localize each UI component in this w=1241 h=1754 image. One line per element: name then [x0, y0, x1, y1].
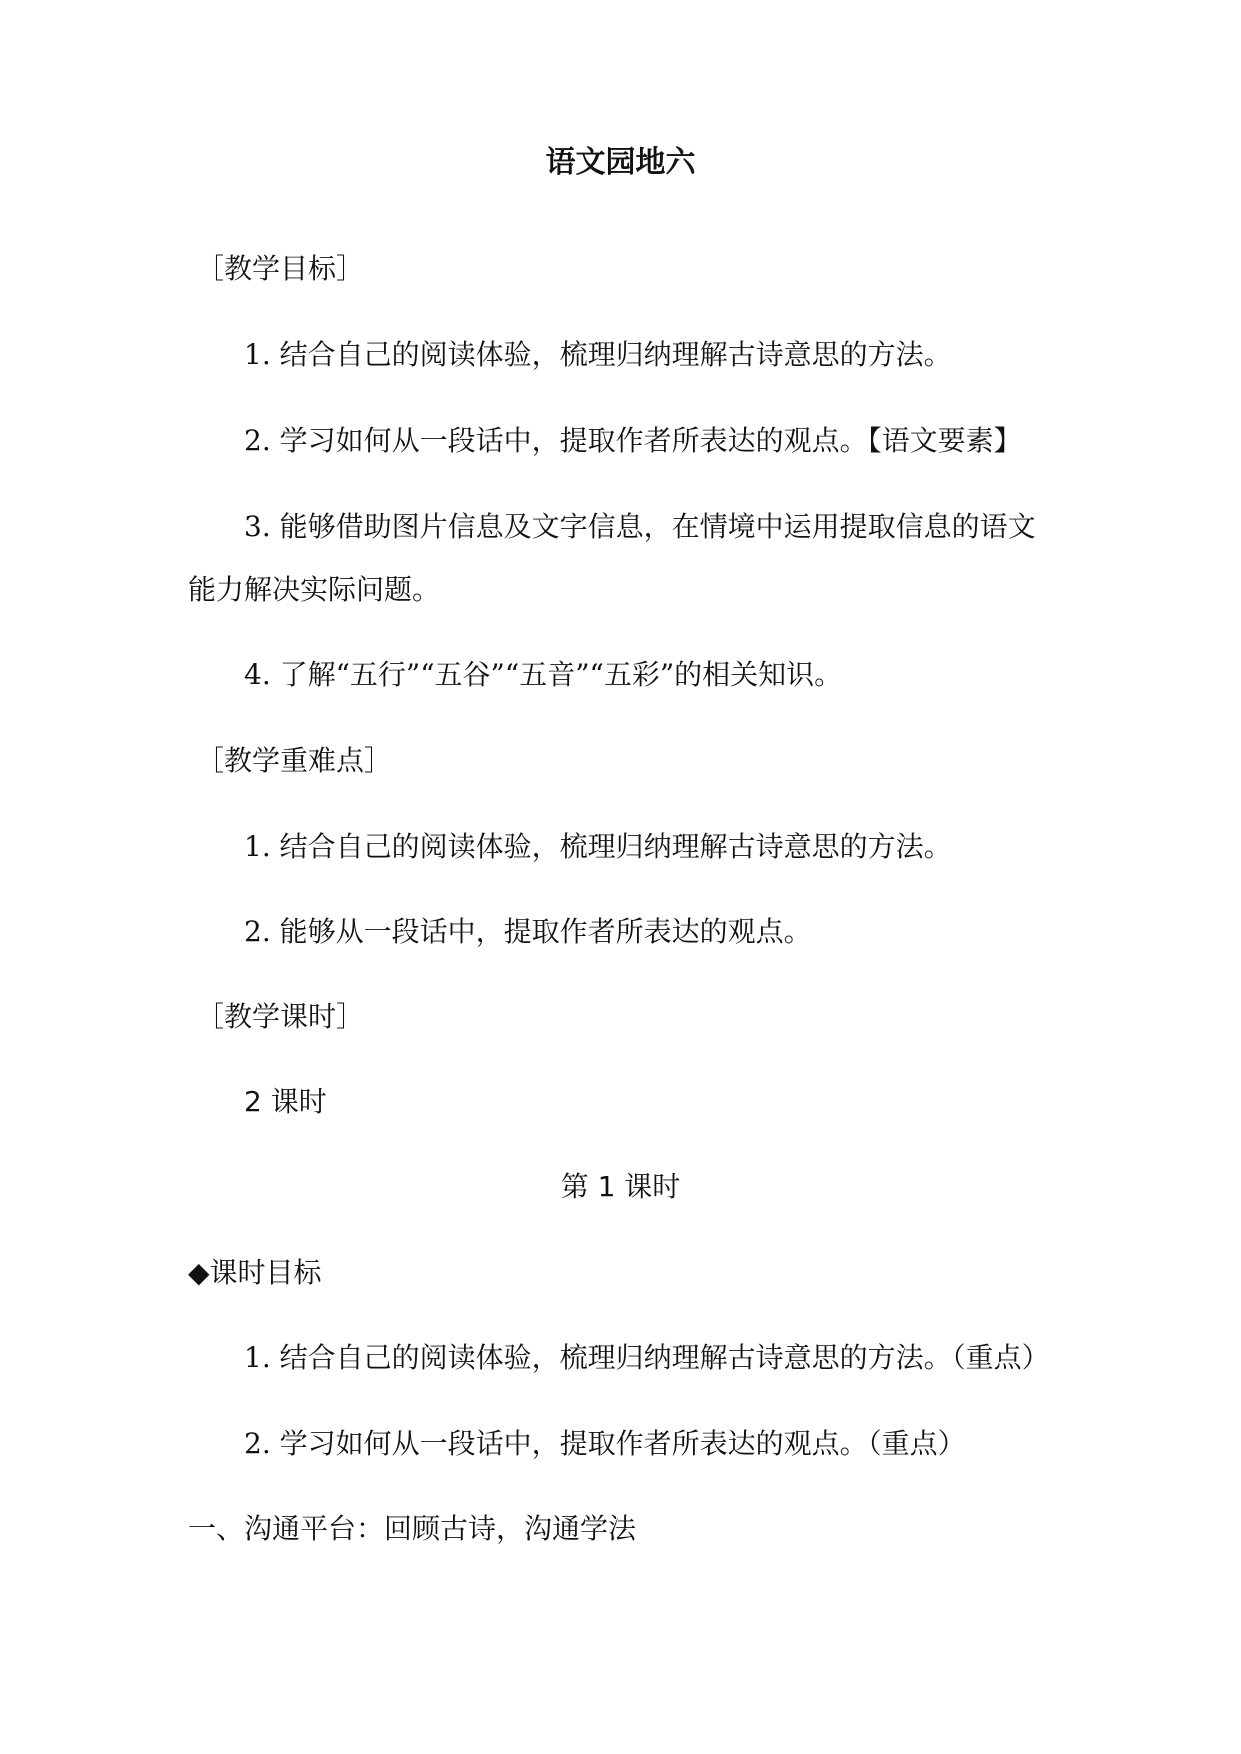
page-title: 语文园地六: [545, 145, 696, 180]
objective-item: 1. 结合自己的阅读体验，梳理归纳理解古诗意思的方法。: [244, 338, 952, 371]
key-point-item: 2. 能够从一段话中，提取作者所表达的观点。: [244, 915, 812, 948]
objective-item: 2. 学习如何从一段话中，提取作者所表达的观点。【语文要素】: [244, 424, 1022, 457]
lesson-goal-item: 1. 结合自己的阅读体验，梳理归纳理解古诗意思的方法。（重点）: [244, 1341, 1050, 1374]
periods-value: 2 课时: [244, 1085, 327, 1118]
key-point-item: 1. 结合自己的阅读体验，梳理归纳理解古诗意思的方法。: [244, 830, 952, 863]
lesson-title: 第 1 课时: [560, 1170, 681, 1203]
key-points-heading: ［教学重难点］: [196, 744, 393, 777]
section-heading: 一、沟通平台：回顾古诗，沟通学法: [188, 1512, 637, 1545]
objective-item: 3. 能够借助图片信息及文字信息，在情境中运用提取信息的语文: [244, 510, 1036, 543]
objectives-heading: ［教学目标］: [196, 252, 365, 285]
periods-heading: ［教学课时］: [196, 1000, 365, 1033]
objective-item: 4. 了解“五行”“五谷”“五音”“五彩”的相关知识。: [244, 658, 843, 691]
objective-item-continued: 能力解决实际问题。: [188, 573, 441, 606]
lesson-goal-item: 2. 学习如何从一段话中，提取作者所表达的观点。（重点）: [244, 1427, 966, 1460]
lesson-goals-heading: ◆课时目标: [188, 1256, 322, 1289]
